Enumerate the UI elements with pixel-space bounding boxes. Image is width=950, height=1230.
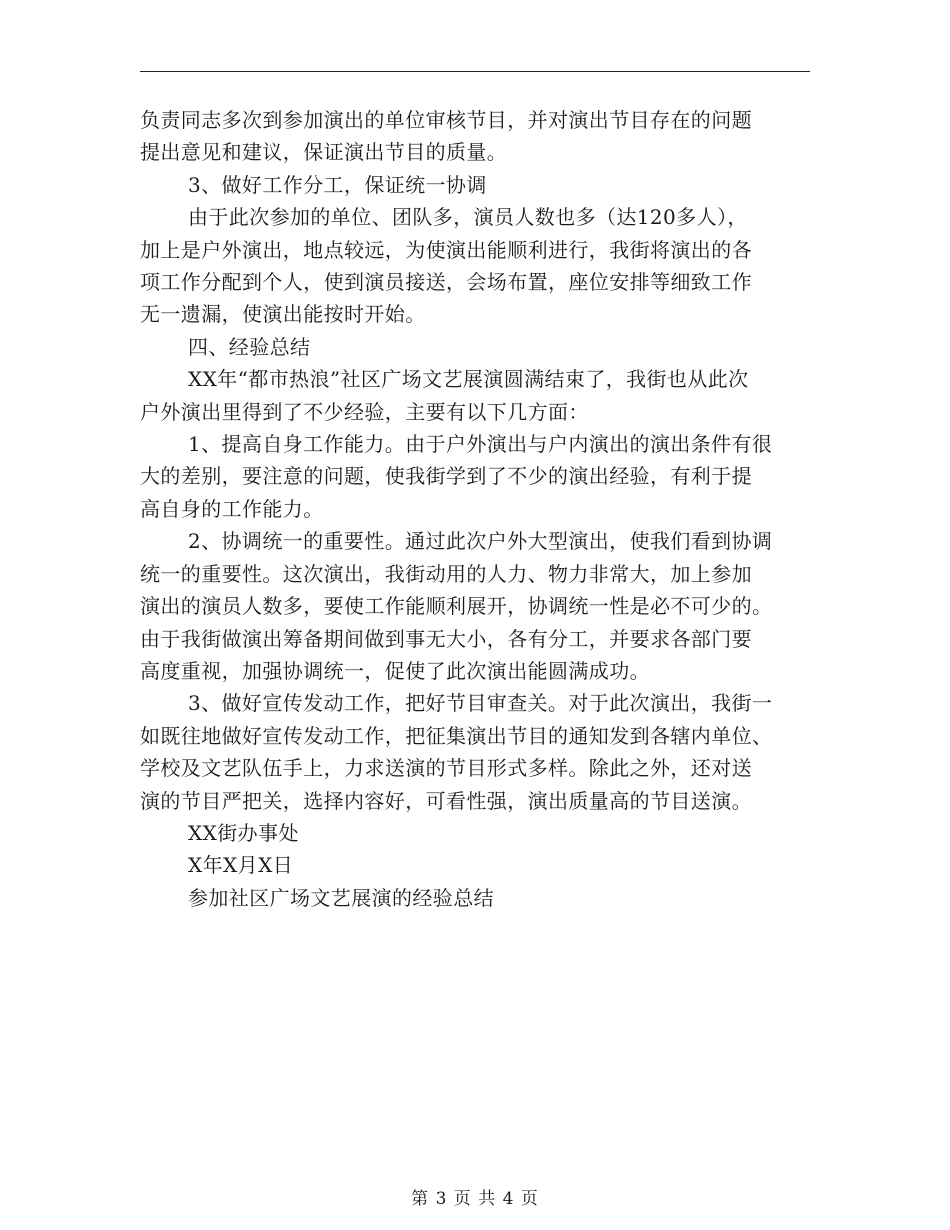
text-line: 无一遗漏，使演出能按时开始。 <box>140 302 426 327</box>
text-line: XX街办事处 <box>188 820 299 845</box>
text-line: 高度重视，加强协调统一，促使了此次演出能圆满成功。 <box>140 658 650 683</box>
text-line: X年X月X日 <box>188 853 294 878</box>
paragraph <box>140 525 810 557</box>
paragraph <box>140 849 810 881</box>
text-line: 由于我街做演出筹备期间做到事无大小，各有分工，并要求各部门要 <box>140 626 752 651</box>
header-rule <box>140 71 810 72</box>
page-number: 第 3 页 共 4 页 <box>411 1189 539 1209</box>
text-line: 负责同志多次到参加演出的单位审核节目，并对演出节目存在的问题 <box>140 108 752 132</box>
paragraph <box>140 363 810 395</box>
paragraph <box>140 234 810 331</box>
text-line: 3、做好工作分工，保证统一协调 <box>188 172 487 197</box>
document-body <box>140 104 810 914</box>
paragraph <box>140 720 810 817</box>
text-line: 学校及文艺队伍手上，力求送演的节目形式多样。除此之外，还对送 <box>140 756 752 781</box>
text-line: 统一的重要性。这次演出，我街动用的人力、物力非常大，加上参加 <box>140 561 752 586</box>
text-line: 参加社区广场文艺展演的经验总结 <box>188 885 494 910</box>
text-line: 高自身的工作能力。 <box>140 496 324 521</box>
text-line: 演出的演员人数多，要使工作能顺利展开，协调统一性是必不可少的。 <box>140 594 773 619</box>
text-line: 如既往地做好宣传发动工作，把征集演出节目的通知发到各辖内单位、 <box>140 723 773 748</box>
text-line: 项工作分配到个人，使到演员接送，会场布置，座位安排等细致工作 <box>140 270 752 295</box>
text-line: 由于此次参加的单位、团队多，演员人数也多（达120多人）， <box>188 205 748 230</box>
text-line: 加上是户外演出，地点较远，为使演出能顺利进行，我街将演出的各 <box>140 237 752 262</box>
paragraph <box>140 460 810 525</box>
text-line: 3、做好宣传发动工作，把好节目审查关。对于此次演出，我街一 <box>188 691 773 716</box>
paragraph <box>140 201 810 233</box>
text-line: 演的节目严把关，选择内容好，可看性强，演出质量高的节目送演。 <box>140 788 752 813</box>
text-line: 2、协调统一的重要性。通过此次户外大型演出，使我们看到协调 <box>188 529 773 554</box>
paragraph <box>140 331 810 363</box>
text-line: 提出意见和建议，保证演出节目的质量。 <box>140 140 508 165</box>
paragraph <box>140 882 810 914</box>
text-line: 四、经验总结 <box>188 334 311 359</box>
text-line: 1、提高自身工作能力。由于户外演出与户内演出的演出条件有很 <box>188 432 773 457</box>
paragraph <box>140 396 810 428</box>
paragraph <box>140 687 810 719</box>
paragraph <box>140 104 810 169</box>
paragraph <box>140 817 810 849</box>
text-line: XX年“都市热浪”社区广场文艺展演圆满结束了，我街也从此次 <box>188 367 749 392</box>
paragraph <box>140 169 810 201</box>
paragraph <box>140 558 810 688</box>
paragraph <box>140 428 810 460</box>
text-line: 大的差别，要注意的问题，使我街学到了不少的演出经验，有利于提 <box>140 464 752 489</box>
text-line: 户外演出里得到了不少经验，主要有以下几方面： <box>140 399 589 424</box>
